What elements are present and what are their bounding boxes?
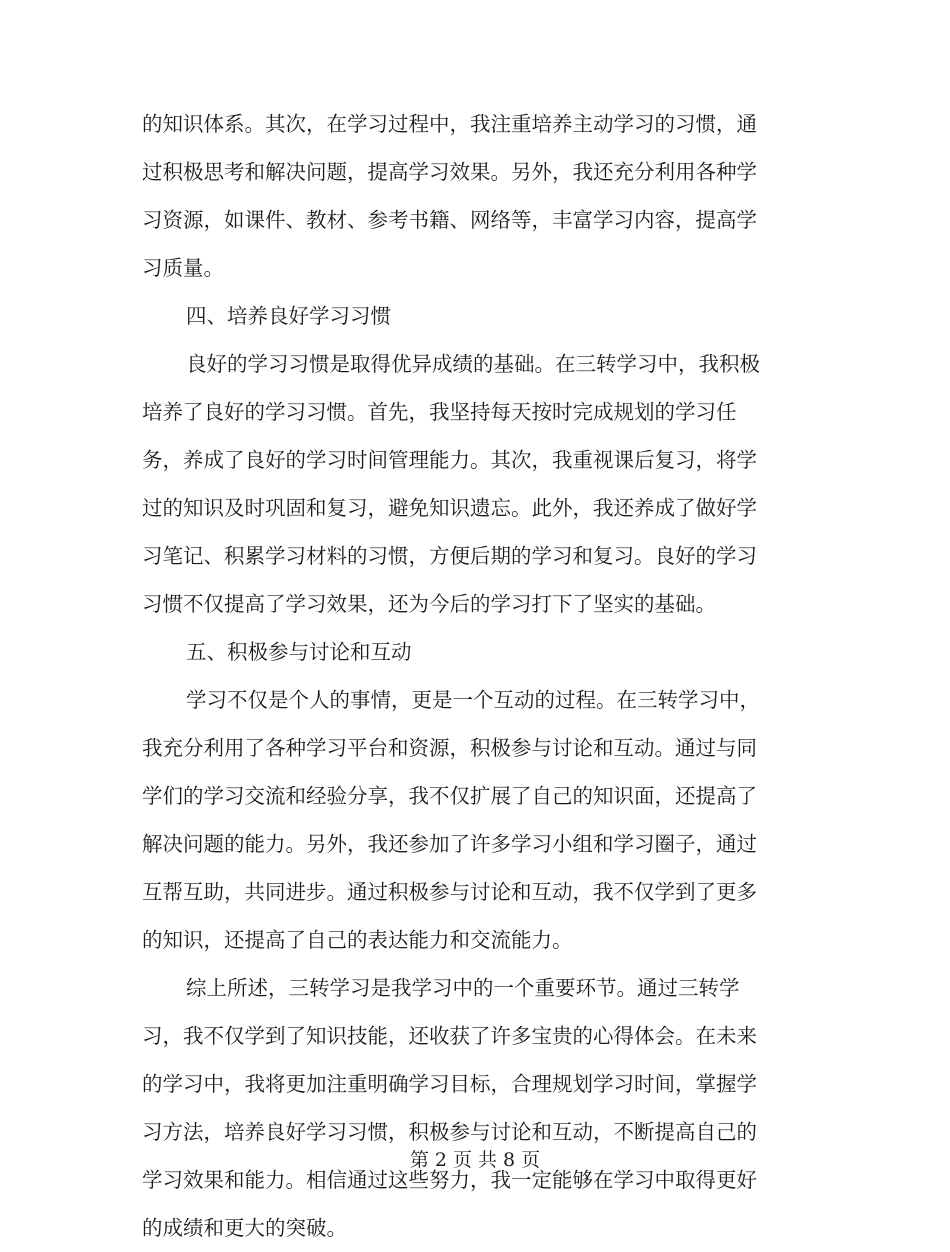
text-line: 习资源，如课件、教材、参考书籍、网络等，丰富学习内容，提高学	[142, 208, 757, 232]
text-line: 习质量。	[142, 256, 224, 280]
document-body	[142, 100, 806, 1252]
text-line: 四、培养良好学习习惯	[186, 304, 391, 328]
text-line: 的知识体系。其次，在学习过程中，我注重培养主动学习的习惯，通	[142, 112, 757, 136]
text-line: 的知识，还提高了自己的表达能力和交流能力。	[142, 928, 573, 952]
text-line: 习方法，培养良好学习习惯，积极参与讨论和互动，不断提高自己的	[142, 1120, 757, 1144]
text-line: 务，养成了良好的学习时间管理能力。其次，我重视课后复习，将学	[142, 448, 757, 472]
text-line: 综上所述，三转学习是我学习中的一个重要环节。通过三转学	[186, 976, 740, 1000]
text-line: 过的知识及时巩固和复习，避免知识遗忘。此外，我还养成了做好学	[142, 496, 757, 520]
text-line: 解决问题的能力。另外，我还参加了许多学习小组和学习圈子，通过	[142, 832, 757, 856]
text-line: 五、积极参与讨论和互动	[186, 640, 412, 664]
text-line: 过积极思考和解决问题，提高学习效果。另外，我还充分利用各种学	[142, 160, 757, 184]
text-line: 习惯不仅提高了学习效果，还为今后的学习打下了坚实的基础。	[142, 592, 716, 616]
text-line: 习，我不仅学到了知识技能，还收获了许多宝贵的心得体会。在未来	[142, 1024, 757, 1048]
text-line: 良好的学习习惯是取得优异成绩的基础。在三转学习中，我积极	[186, 352, 760, 376]
text-line: 学习效果和能力。相信通过这些努力，我一定能够在学习中取得更好	[142, 1168, 757, 1192]
text-line: 学习不仅是个人的事情，更是一个互动的过程。在三转学习中，	[186, 688, 760, 712]
page-footer: 第 2 页 共 8 页	[409, 1149, 541, 1171]
text-line: 培养了良好的学习习惯。首先，我坚持每天按时完成规划的学习任	[142, 400, 737, 424]
text-line: 的学习中，我将更加注重明确学习目标，合理规划学习时间，掌握学	[142, 1072, 757, 1096]
text-line: 互帮互助，共同进步。通过积极参与讨论和互动，我不仅学到了更多	[142, 880, 757, 904]
text-line: 习笔记、积累学习材料的习惯，方便后期的学习和复习。良好的学习	[142, 544, 757, 568]
text-line: 的成绩和更大的突破。	[142, 1216, 347, 1240]
text-line: 学们的学习交流和经验分享，我不仅扩展了自己的知识面，还提高了	[142, 784, 757, 808]
text-line: 我充分利用了各种学习平台和资源，积极参与讨论和互动。通过与同	[142, 736, 757, 760]
